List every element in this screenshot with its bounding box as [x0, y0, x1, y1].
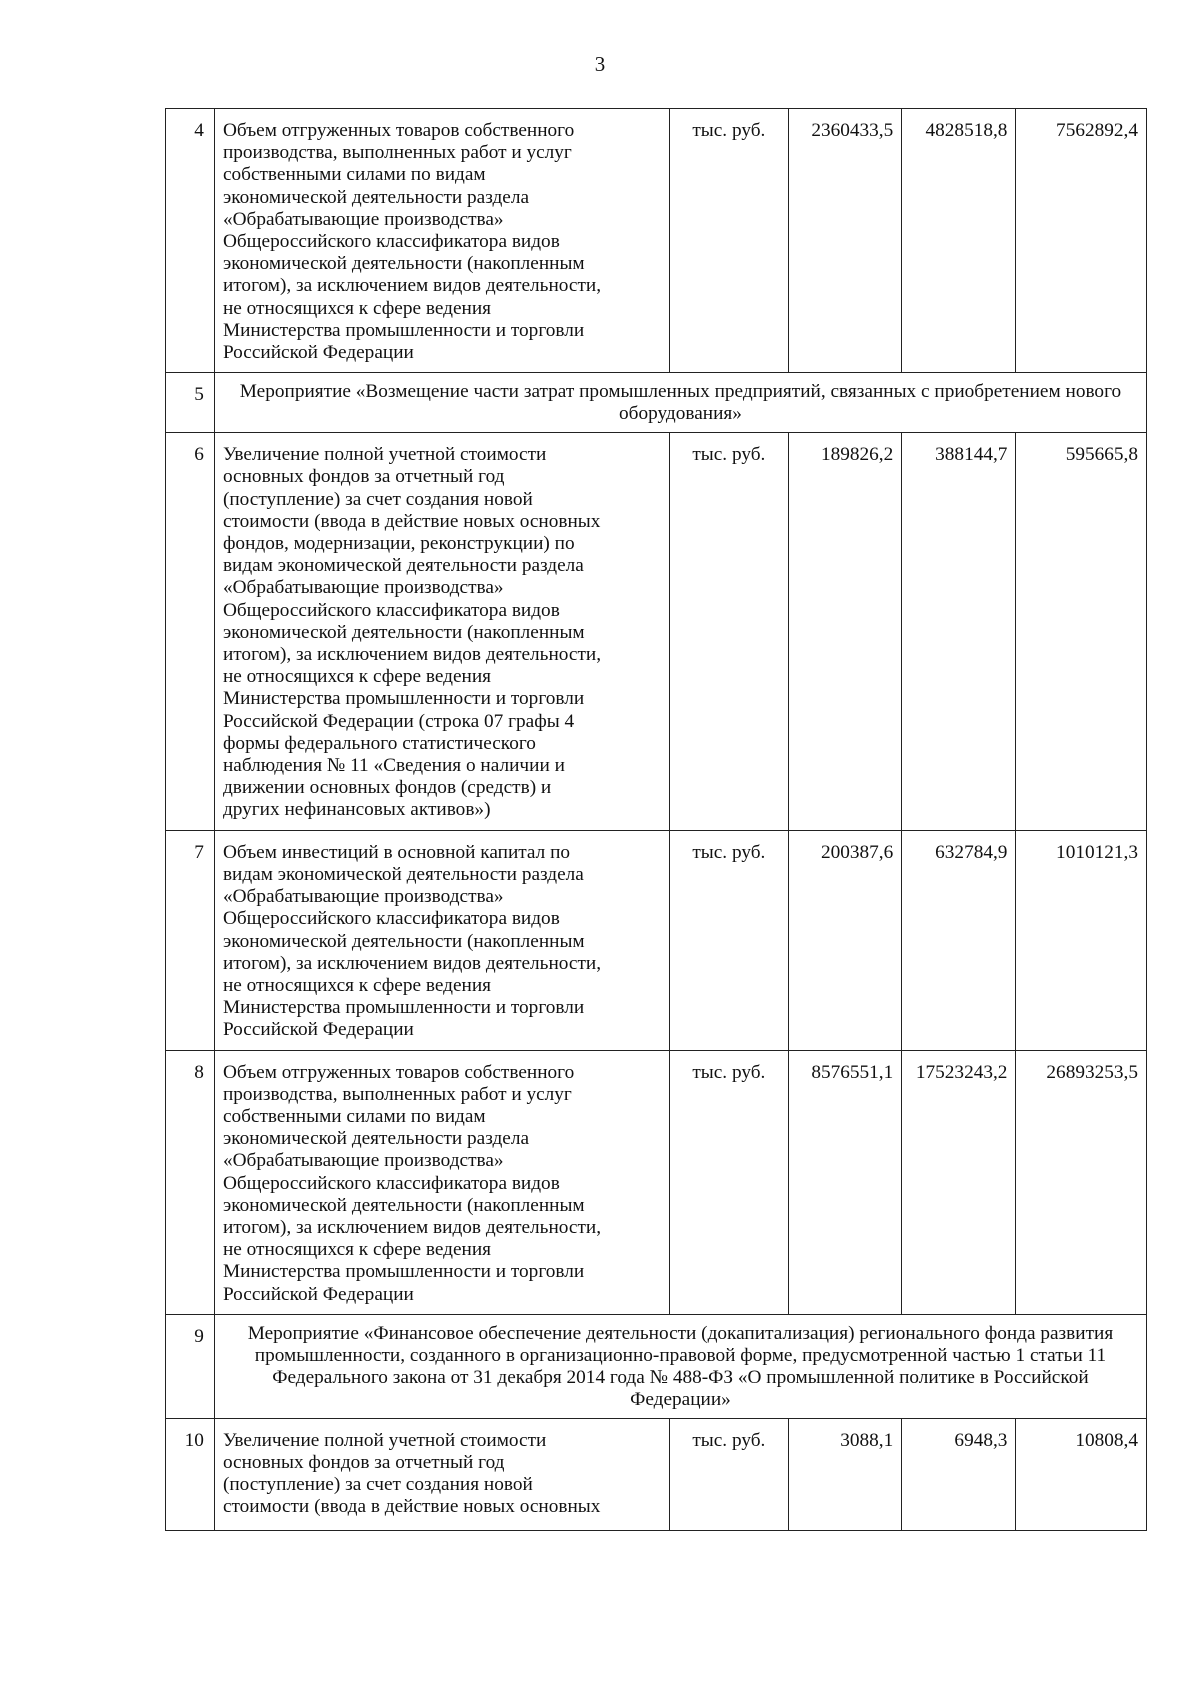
indicator-description	[214, 109, 669, 373]
indicators-table	[165, 108, 1147, 1531]
description-line: движении основных фондов (средств) и	[222, 777, 552, 799]
row-number: 9	[166, 1314, 215, 1418]
description-line: Объем отгруженных товаров собственного	[222, 1061, 575, 1083]
description-line: экономической деятельности раздела	[222, 186, 530, 208]
row-number: 4	[166, 109, 215, 373]
description-line: не относящихся к сфере ведения	[222, 1239, 492, 1261]
description-line: не относящихся к сфере ведения	[222, 297, 492, 319]
description-line: Российской Федерации	[222, 1019, 414, 1041]
indicator-row	[166, 433, 1147, 830]
description-line: «Обрабатывающие производства»	[222, 886, 504, 908]
value-cell-1: 8576551,1	[789, 1050, 902, 1314]
description-line: итогом), за исключением видов деятельности,	[222, 1216, 602, 1238]
description-line: Объем отгруженных товаров собственного	[222, 120, 575, 141]
description-line: экономической деятельности (накопленным	[222, 1194, 585, 1216]
indicator-row	[166, 830, 1147, 1050]
description-line: Общероссийского классификатора видов	[222, 599, 560, 621]
indicator-row	[166, 1418, 1147, 1530]
event-title: Мероприятие «Финансовое обеспечение деятельности (докапитализация) регионального фонда развития промышленности, созданного в организационно-правовой форме, предусмотренной частью 1 статьи 11 Федерального закона от 31 декабря 2014 года № 488-ФЗ «О промышленной политике в Российской Федерации»	[214, 1314, 1146, 1418]
description-line: производства, выполненных работ и услуг	[222, 142, 572, 164]
description-line: Министерства промышленности и торговли	[222, 1261, 585, 1283]
description-line: Министерства промышленности и торговли	[222, 319, 585, 341]
value-cell-3: 595665,8	[1016, 433, 1147, 830]
indicator-row	[166, 1050, 1147, 1314]
description-line: собственными силами по видам	[222, 164, 486, 186]
description-line: Российской Федерации (строка 07 графы 4	[222, 710, 575, 732]
value-cell-1: 2360433,5	[789, 109, 902, 373]
description-line: итогом), за исключением видов деятельности,	[222, 952, 602, 974]
row-number: 8	[166, 1050, 215, 1314]
description-line: стоимости (ввода в действие новых основных	[222, 510, 601, 532]
event-title: Мероприятие «Возмещение части затрат промышленных предприятий, связанных с приобретением нового оборудования»	[214, 373, 1146, 433]
value-cell-2: 17523243,2	[902, 1050, 1016, 1314]
value-cell-1: 200387,6	[789, 830, 902, 1050]
description-line: фондов, модернизации, реконструкции) по	[222, 533, 575, 555]
description-line: видам экономической деятельности раздела	[222, 555, 584, 577]
description-line: формы федерального статистического	[222, 732, 536, 754]
indicator-row	[166, 109, 1147, 373]
description-line: собственными силами по видам	[222, 1105, 486, 1127]
value-cell-3: 7562892,4	[1016, 109, 1147, 373]
row-number: 5	[166, 373, 215, 433]
description-line: Министерства промышленности и торговли	[222, 997, 585, 1019]
event-row	[166, 373, 1147, 433]
unit-cell: тыс. руб.	[669, 109, 789, 373]
value-cell-1: 3088,1	[789, 1418, 902, 1530]
description-line: «Обрабатывающие производства»	[222, 577, 504, 599]
value-cell-2: 388144,7	[902, 433, 1016, 830]
description-line: Объем инвестиций в основной капитал по	[222, 841, 571, 863]
indicator-description	[214, 1418, 669, 1530]
description-line: видам экономической деятельности раздела	[222, 863, 584, 885]
description-line: Российской Федерации	[222, 342, 414, 364]
row-number: 10	[166, 1418, 215, 1530]
description-line: экономической деятельности раздела	[222, 1128, 530, 1150]
description-line: основных фондов за отчетный год	[222, 466, 505, 488]
description-line: основных фондов за отчетный год	[222, 1451, 505, 1473]
indicator-description	[214, 433, 669, 830]
description-line: Увеличение полной учетной стоимости	[222, 1429, 547, 1451]
page-number: 3	[594, 52, 606, 76]
value-cell-2: 632784,9	[902, 830, 1016, 1050]
description-line: Общероссийского классификатора видов	[222, 231, 560, 253]
row-number: 6	[166, 433, 215, 830]
unit-cell: тыс. руб.	[669, 830, 789, 1050]
description-line: производства, выполненных работ и услуг	[222, 1083, 572, 1105]
value-cell-1: 189826,2	[789, 433, 902, 830]
unit-cell: тыс. руб.	[669, 1418, 789, 1530]
description-line: «Обрабатывающие производства»	[222, 208, 504, 230]
description-line: Российской Федерации	[222, 1283, 414, 1305]
value-cell-3: 1010121,3	[1016, 830, 1147, 1050]
description-line: итогом), за исключением видов деятельности,	[222, 275, 602, 297]
description-line: экономической деятельности (накопленным	[222, 253, 585, 275]
description-line: Общероссийского классификатора видов	[222, 908, 560, 930]
description-line: наблюдения № 11 «Сведения о наличии и	[222, 755, 565, 777]
description-line: Министерства промышленности и торговли	[222, 688, 585, 710]
unit-cell: тыс. руб.	[669, 1050, 789, 1314]
description-line: Увеличение полной учетной стоимости	[222, 444, 547, 466]
description-line: (поступление) за счет создания новой	[222, 488, 533, 510]
value-cell-3: 26893253,5	[1016, 1050, 1147, 1314]
indicator-description	[214, 830, 669, 1050]
description-line: (поступление) за счет создания новой	[222, 1473, 533, 1495]
row-number: 7	[166, 830, 215, 1050]
description-line: стоимости (ввода в действие новых основных	[222, 1496, 601, 1518]
value-cell-2: 6948,3	[902, 1418, 1016, 1530]
event-row	[166, 1314, 1147, 1418]
value-cell-3: 10808,4	[1016, 1418, 1147, 1530]
description-line: не относящихся к сфере ведения	[222, 974, 492, 996]
description-line: других нефинансовых активов»)	[222, 799, 491, 821]
description-line: экономической деятельности (накопленным	[222, 621, 585, 643]
description-line: не относящихся к сфере ведения	[222, 666, 492, 688]
value-cell-2: 4828518,8	[902, 109, 1016, 373]
description-line: экономической деятельности (накопленным	[222, 930, 585, 952]
description-line: итогом), за исключением видов деятельности,	[222, 644, 602, 666]
indicator-description	[214, 1050, 669, 1314]
indicators-table-body	[166, 109, 1147, 1531]
description-line: Общероссийского классификатора видов	[222, 1172, 560, 1194]
unit-cell: тыс. руб.	[669, 433, 789, 830]
description-line: «Обрабатывающие производства»	[222, 1150, 504, 1172]
